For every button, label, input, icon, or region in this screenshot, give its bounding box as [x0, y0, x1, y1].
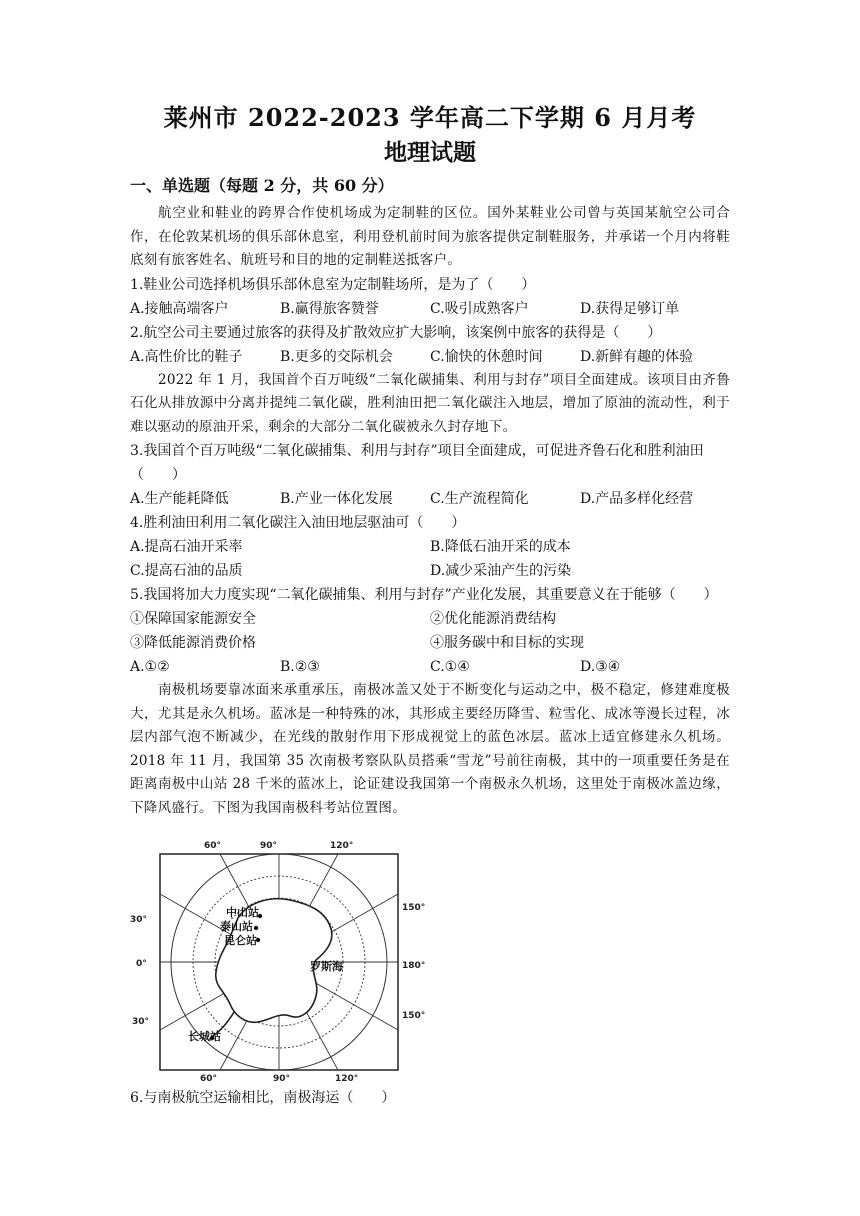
- top-label-120: 120°: [330, 841, 354, 851]
- right-label-150-bottom: 150°: [402, 1011, 426, 1021]
- option-a: A.①②: [130, 659, 170, 675]
- question-4-stem: 4.胜利油田利用二氧化碳注入油田地层驱油可（ ）: [130, 515, 466, 531]
- material-paragraph-1: 航空业和鞋业的跨界合作使机场成为定制鞋的区位。国外某鞋业公司曾与英国某航空公司合作，在伦敦某机场的俱乐部休息室，利用登机前时间为旅客提供定制鞋服务，并承诺一个月内将鞋底刻有旅客姓名、航班号和目的地的定制鞋送抵客户。: [130, 205, 730, 268]
- question-4-options-row-1: [130, 535, 730, 559]
- option-c: C.①④: [430, 659, 470, 675]
- option-c: C.提高石油的品质: [130, 563, 243, 579]
- item-3: ③降低能源消费价格: [130, 635, 256, 651]
- option-b: B.赢得旅客赞誉: [280, 300, 379, 317]
- question-2-stem: 2.航空公司主要通过旅客的获得及扩散效应扩大影响，该案例中旅客的获得是（ ）: [130, 324, 662, 341]
- item-2: ②优化能源消费结构: [430, 611, 556, 627]
- station-zhongshan-label: 中山站: [226, 906, 259, 919]
- question-5-options: [130, 655, 730, 679]
- right-label-180: 180°: [402, 961, 426, 971]
- exam-page: [130, 100, 730, 820]
- option-c: C.愉快的休憩时间: [430, 348, 543, 365]
- question-3-options: [130, 487, 730, 511]
- section-heading: 一、单选题（每题 2 分，共 60 分）: [130, 176, 394, 195]
- top-label-90: 90°: [260, 841, 278, 851]
- option-b: B.②③: [280, 659, 320, 675]
- bottom-label-120: 120°: [335, 1074, 359, 1084]
- item-4: ④服务碳中和目标的实现: [430, 635, 584, 651]
- question-1-stem: 1.鞋业公司选择机场俱乐部休息室为定制鞋场所，是为了（ ）: [130, 276, 536, 293]
- question-5-items-row-2: [130, 631, 730, 655]
- question-2-options: [130, 345, 730, 369]
- page-title: 莱州市 2022-2023 学年高二下学期 6 月月考: [163, 103, 697, 132]
- option-b: B.更多的交际机会: [280, 348, 393, 365]
- option-d: D.获得足够订单: [580, 300, 680, 317]
- antarctica-station-map: [130, 836, 434, 1086]
- station-kunlun-label: 昆仑站: [224, 934, 257, 947]
- page-subtitle: 地理试题: [384, 139, 476, 166]
- option-d: D.新鲜有趣的体验: [580, 348, 694, 365]
- question-5-items-row-1: [130, 607, 730, 631]
- material-paragraph-3: 南极机场要靠冰面来承重承压，南极冰盖又处于不断变化与运动之中，极不稳定，修建难度极大，尤其是永久机场。蓝冰是一种特殊的冰，其形成主要经历降雪、粒雪化、成冰等漫长过程，冰层内部气泡不断减少，在光线的散射作用下形成视觉上的蓝色冰层。蓝冰上适宜修建永久机场。2018 年 11 月，我国第 35 次南极考察队队员搭乘“雪龙”号前往南极，其中的一项重要任务是在距离南极中山站 28 千米的蓝冰上，论证建设我国第一个南极永久机场，这里处于南极冰盖边缘，下降风盛行。下图为我国南极科考站位置图。: [130, 682, 730, 816]
- option-c: C.生产流程简化: [430, 491, 529, 507]
- right-label-150-top: 150°: [402, 903, 426, 913]
- option-a: A.生产能耗降低: [130, 491, 229, 507]
- question-3-stem: 3.我国首个百万吨级“二氧化碳捕集、利用与封存”项目全面建成，可促进齐鲁石化和胜利油田（ ）: [130, 443, 704, 483]
- option-d: D.减少采油产生的污染: [430, 563, 572, 579]
- item-1: ①保障国家能源安全: [130, 611, 256, 627]
- bottom-label-60: 60°: [200, 1074, 218, 1084]
- bottom-label-90: 90°: [273, 1074, 291, 1084]
- top-label-60: 60°: [204, 841, 222, 851]
- station-taishan-label: 泰山站: [220, 920, 253, 933]
- option-c: C.吸引成熟客户: [430, 300, 529, 317]
- option-d: D.产品多样化经营: [580, 491, 694, 507]
- question-5-stem: 5.我国将加大力度实现“二氧化碳捕集、利用与封存”产业化发展，其重要意义在于能够（ ）: [130, 587, 718, 603]
- left-label-0: 0°: [136, 959, 147, 969]
- ross-sea-label: 罗斯海: [310, 960, 343, 973]
- option-b: B.降低石油开采的成本: [430, 539, 571, 555]
- question-1-options: [130, 297, 730, 321]
- option-a: A.提高石油开采率: [130, 539, 243, 555]
- option-d: D.③④: [580, 659, 621, 675]
- material-paragraph-2: 2022 年 1 月，我国首个百万吨级“二氧化碳捕集、利用与封存”项目全面建成。该项目由齐鲁石化从排放源中分离并提纯二氧化碳，胜利油田把二氧化碳注入地层，增加了原油的流动性，利于难以驱动的原油开采，剩余的大部分二氧化碳被永久封存地下。: [130, 371, 730, 435]
- option-a: A.高性价比的鞋子: [130, 348, 243, 365]
- station-changcheng-label: 长城站: [188, 1030, 221, 1043]
- option-b: B.产业一体化发展: [280, 491, 393, 507]
- question-4-options-row-2: [130, 559, 730, 583]
- question-6-stem: 6.与南极航空运输相比，南极海运（ ）: [130, 1090, 396, 1106]
- option-a: A.接触高端客户: [130, 300, 229, 317]
- left-label-30-bottom: 30°: [132, 1017, 150, 1027]
- left-label-30-top: 30°: [130, 915, 148, 925]
